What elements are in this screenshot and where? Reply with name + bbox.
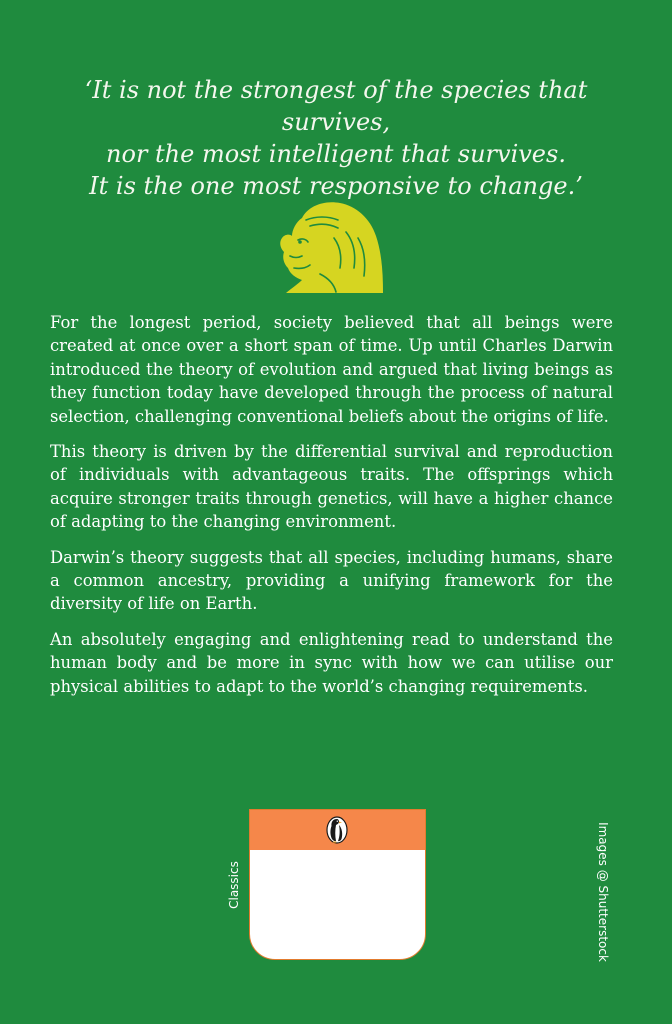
quote-line: nor the most intelligent that survives.: [106, 140, 566, 168]
badge-band: [250, 810, 425, 850]
quote-line: It is the one most responsive to change.’: [89, 172, 583, 200]
ape-silhouette-icon: [276, 198, 386, 294]
epigraph-quote: [40, 74, 632, 202]
blurb-paragraph: This theory is driven by the differential survival and reproduction of individuals with advantageous traits. The offsprings which acquire stronger traits through genetics, will have a higher chance of adapting to the changing environment.: [50, 442, 613, 532]
quote-line: ‘It is not the strongest of the species that survives,: [84, 76, 588, 136]
blurb: [50, 311, 613, 710]
image-credit: Images @ Shutterstock: [596, 822, 610, 962]
penguin-logo-icon: [326, 816, 348, 844]
imprint-label: Classics: [227, 861, 241, 909]
blurb-paragraph: An absolutely engaging and enlightening read to understand the human body and be more in sync with how we can utilise our physical abilities to adapt to the world’s changing requirements.: [50, 629, 613, 696]
blurb-paragraph: For the longest period, society believed that all beings were created at once over a short span of time. Up until Charles Darwin introduced the theory of evolution and argued that living beings as they function today have developed through the process of natural selection, challenging conventional beliefs about the origins of life.: [50, 313, 613, 426]
blurb-paragraph: Darwin’s theory suggests that all species, including humans, share a common ancestry, providing a unifying framework for the diversity of life on Earth.: [50, 547, 613, 614]
publisher-badge: [249, 809, 426, 960]
